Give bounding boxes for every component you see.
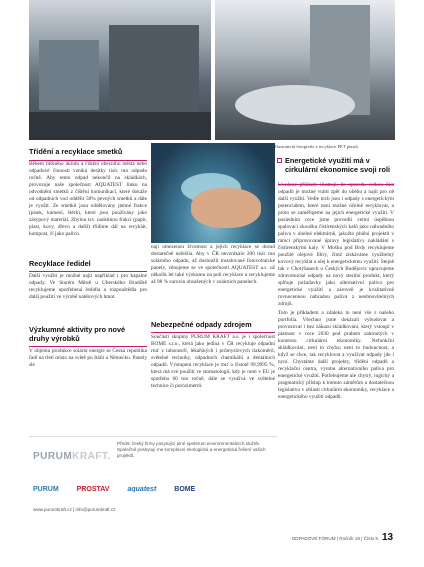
aquatest-logo: aquatest bbox=[127, 485, 157, 493]
bome-logo: BOME bbox=[174, 485, 196, 493]
section-title-hazardous: Nebezpečné odpady zdrojem bbox=[151, 320, 252, 329]
hands-recyclate-photo bbox=[151, 143, 275, 243]
section-text-hazardous: Součástí skupiny PURUM KRAFT a.s. je i společnost BOME s.r.o., která jako jediná v ČR recykluje odpadní rtuť z laboratoří, lékařských i průmyslových tlakoměrů, světelné techniky, odpadních chemikálií a dentálních odpadů. Výstupem recyklace je rtuť o čistotě 99,9995 %, která má své použití ve stomatologii, kdy je nom v EU je spotřeba 60 tun ročně, dále se využívá ve světelné technice či porozimetrii. bbox=[151, 333, 275, 389]
prostav-logo: PROSTAV bbox=[76, 485, 110, 493]
logo-text-purum: PURUM bbox=[33, 451, 73, 462]
section-text-solvents: Další využití je možné najít například i pro kapalné odpady. Ve Starém Městě u Uherského Hradiště recyklujeme upotřebená ředidla a rozpouštědla pro další použití ve výrobě nátěrových hmot. bbox=[29, 272, 147, 300]
section-text-street-sweepings: Během běžného úklidu a čištění obecního města nebo odpadové činnosti vzniká desítky tisíc tun odpadu ročně. Aby tento odpad nekončil na skládkách, provozuje naše společnost AQUATEST linku na odvodnění smetků z čištění komunikací, které dokáže od odpadních vod oddělit 50% pevných smetků a dále je využít. Ze smetků jsou oddělovány jemné frakce (písek, kamení, štěrk), které jsou používány jako zásypový materiál. Zbylou tzv. nadsítnou frakci (papír, plast, kovy, dřevo a další) třídíme dál na recyklát, kompost, či jako palivo. bbox=[29, 160, 147, 237]
ad-contact[interactable]: www.purumkraft.cz | info@purumkraft.cz bbox=[33, 507, 116, 512]
section-text-energy-2: Toto je příkladem a zdaleka to není vše z našeho portfolia. Všechno jsme dokázali vybudovat a provozovat i bez zákazu skládkování, který vstoupí v platnost v roce 2030 pod prahem zahrnutých v kontextu cirkulární ekonomiky. Nefunkční skládkování, není to chyba; není to budoucnost, a když se chce, tak recyklovat a využívat odpady jde i nyní. Chystáme další projekty, třídění odpadů a recyklační centra, výrobu alternativního paliva pro energetické využití. Potřebujeme ale chytrý, logický a pragmatický přístup k tomuto záměrům a dostatečnou legislativu v oblasti cirkulární ekonomiky, recyklace a energetického využití odpadů. bbox=[278, 309, 394, 400]
photo-caption: Ilustrativní fotografie z recyklace PET plastů. bbox=[275, 144, 359, 149]
ad-description: Přední český firmy posytující plné spektrum environmentálních služeb. Společně poskytují me komplexní ekologická a energetická řešení vašich projektů. bbox=[117, 441, 266, 458]
section-text-energy: odpadů je možné vrátit zpět do oběhu a najít pro ně další využití. Vedle nich jsou i odpady s energetickým potenciálem, které není možné účelně recyklovat, a proto se zaměřujeme na jejich energetické využití. V posledním roce jsme provedli velmi úspěšnou spalovací zkoušku čistírenských kalů jako náhradního paliva v uhelné elektrárně, jakožto plnění projektů v rámci připravované úpravy legislativy nakládání s čistírenskými kaly. V Mošku pod Brdy recyklujeme použité olejové filtry, čímž získáváme využitelný kovový recyklát a olej k energetickému využití. Stejně tak v Chotýšanech u Českých Budějovic upravujeme zdravotnické odpady na nový sterilní produkt, který splňuje požadavky jako alternativní palivo pro energetické využití a zároveň je kvalitativně rovnocennou náhradou paliva z neobnovitelných zdrojů. bbox=[278, 188, 394, 307]
recycling-plant-photo bbox=[29, 0, 211, 140]
section-title-research: Výzkumné aktivity pro nové druhy výrobků bbox=[29, 325, 126, 343]
section-text-solar: nají omezenou životnost a jejich recyklace se dosud dostatečně neřešila. Aby v ČR nevznikalo 200 tisíc tun solárního odpadu, až dosloužil instalované fotovoltaické panely, věnujeme se ve společnosti AQUATEST a.s. už několik let také výzkumu na poli recyklace a recyklujeme až 98 % surovin obsažených v solárních panelech. bbox=[151, 244, 275, 285]
section-text-research: V objemu produkce solární energie se Česká republika řadí na třetí místo na světě po Itálii a Německu. Panely sle bbox=[29, 347, 147, 368]
purum-logo: PURUM bbox=[33, 485, 59, 493]
page-number: 13 bbox=[382, 532, 394, 543]
section-marker bbox=[277, 158, 282, 163]
partner-logos bbox=[33, 481, 273, 497]
section-title-solvents: Recyklace ředidel bbox=[29, 259, 91, 268]
section-title-street-sweepings: Třídění a recyklace smetků bbox=[29, 147, 123, 156]
purum-kraft-logo bbox=[33, 451, 111, 462]
journal-footer: ODPADOVÉ FÓRUM | Ročník 19 | Číslo 9 bbox=[291, 536, 378, 541]
logo-text-kraft: KRAFT. bbox=[72, 451, 111, 462]
section-title-energy: Energetické využití má v cirkulární ekonomice svoji roli bbox=[285, 156, 391, 174]
recycling-machine-photo bbox=[215, 0, 395, 140]
purum-kraft-ad bbox=[29, 436, 277, 536]
